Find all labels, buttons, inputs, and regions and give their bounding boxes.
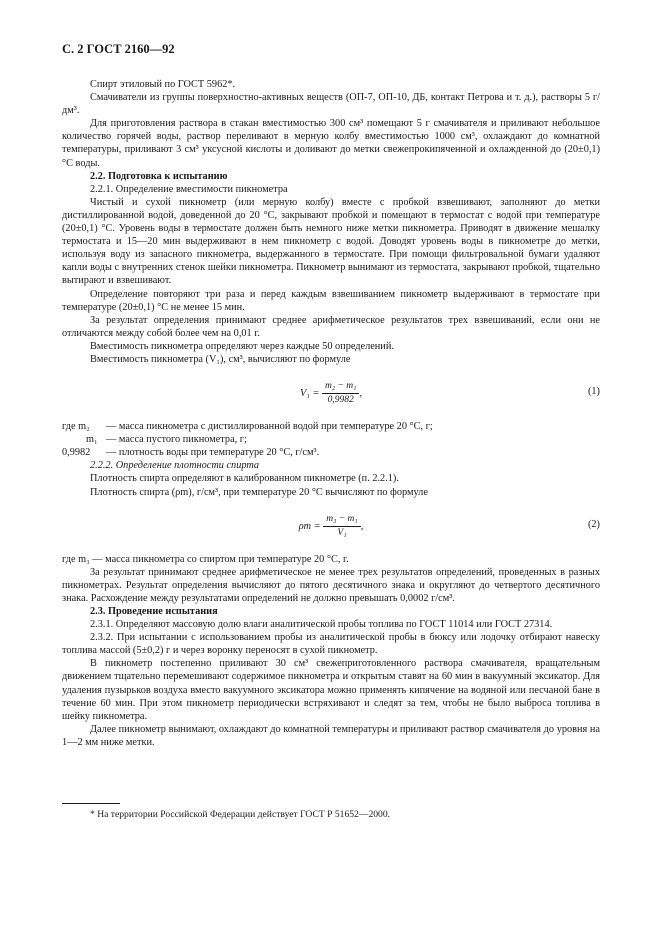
legend-text: — масса пустого пикнометра, г; [106,434,247,446]
section-heading: 2.3. Проведение испытания [90,606,218,617]
subsection-heading: 2.2.1. Определение вместимости пикнометра [90,183,288,195]
footnote: * На территории Российской Федерации действует ГОСТ Р 51652—2000. [90,809,391,820]
formula-1 [62,372,600,414]
formula-number: (2) [587,518,600,530]
paragraph: В пикнометр постепенно приливают 30 см³ свежеприготовленного раствора смачивателя, вращательным движением тщательно перемешивают содержимое пикнометра и открытым ставят на 60 мин в вакуумный эксикатор. Для удаления пузырьков воздуха вместо вакуумного эксикатора можно применять кипячение на водяной или песчаной бане в течение 60 мин. При этом пикнометр периодически встряхивают и следят за тем, чтобы не было выброса топлива в шейку пикнометра. [62,658,600,722]
legend-text: — плотность воды при температуре 20 °С, г/см³. [106,447,320,459]
formula-fraction [323,513,361,540]
document-body [62,78,600,749]
legend-line [62,433,600,446]
formula-lhs: V₁ = [299,388,320,400]
paragraph: 2.3.1. Определяют массовую долю влаги аналитической пробы топлива по ГОСТ 11014 или ГОСТ 27314. [90,619,553,631]
paragraph: Спирт этиловый по ГОСТ 5962*. [90,79,236,90]
formula-2 [62,505,600,547]
legend-line [62,420,600,433]
footnote-divider [62,803,120,804]
subsection-heading [62,459,600,472]
paragraph: За результат принимают среднее арифметическое не менее трех результатов определений, проведенных в разных пикнометрах. Результат определения вычисляют до пятого десятичного знака и округляют до четвертого десятичного знака. Расхождение между результатами определений не должно превышать 0,0002 г/см³. [62,566,600,604]
formula-tail: , [360,520,364,532]
paragraph: Для приготовления раствора в стакан вместимостью 300 см³ помещают 5 г смачивателя и приливают небольшое количество горячей воды, раствор переливают в мерную колбу вместимостью 1000 см³, охлаждают до комнатной температуры, приливают 3 см³ уксусной кислоты и доливают до метки свежепрокипяченной и охлажденной до (20±0,1) °С воды. [62,118,600,169]
paragraph: Определение повторяют три раза и перед каждым взвешиванием пикнометр выдерживают в термостате при температуре (20±0,1) °С не менее 15 мин. [62,288,600,313]
legend-symbol: 0,9982 [62,447,91,459]
paragraph: Чистый и сухой пикнометр (или мерную колбу) вместе с пробкой взвешивают, заполняют до метки дистиллированной водой, доведенной до 20 °С, закрывают пробкой и помещают в термостат с водой при температуре (20±0,1) °С. Уровень воды в термостате должен быть немного ниже метки пикнометра. Приводят в движение мешалку термостата и 15—20 мин выдерживают в нем пикнометр с водой. Доводят уровень воды в пикнометре до метки, используя воду из запасного пикнометра, выдержанного в термостате. При помощи фильтровальной бумаги удаляют капли воды с внутренних стенок шейки пикнометра. Пикнометр вынимают из термостата, закрывают пробкой, тщательно вытирают и взвешивают. [62,196,600,287]
paragraph: Вместимость пикнометра определяют через каждые 50 определений. [90,340,394,352]
paragraph: За результат определения принимают среднее арифметическое результатов трех взвешиваний, если они не отличаются между собой более чем на 0,01 г. [62,314,600,339]
formula-fraction [322,380,363,407]
paragraph: 2.3.2. При испытании с использованием пробы из аналитической пробы в бюксу или лодочку отбирают навеску топлива массой (5±0,2) г и через воронку переносят в сухой пикнометр. [62,632,600,657]
legend-symbol: где m₂ [62,421,90,433]
paragraph: Далее пикнометр вынимают, охлаждают до комнатной температуры и приливают раствор смачивателя до уровня на 1—2 мм ниже метки. [62,723,600,748]
legend-line: где m₃ — масса пикнометра со спиртом при температуре 20 °С, г. [62,553,349,565]
formula-tail: , [359,388,363,400]
formula-number: (1) [587,386,600,398]
paragraph: Плотность спирта определяют в калиброванном пикнометре (п. 2.2.1). [90,473,399,485]
formula-denominator: V₁ [337,527,347,538]
legend-text: — масса пикнометра с дистиллированной водой при температуре 20 °С, г; [106,421,433,433]
paragraph: Вместимость пикнометра (V₁), см³, вычисляют по формуле [90,353,351,365]
formula-denominator: 0,9982 [327,395,354,406]
page-header: С. 2 ГОСТ 2160—92 [62,42,175,56]
formula-numerator: m₃ − m₁ [323,513,361,527]
formula-lhs: ρm = [298,520,321,532]
legend-symbol: m₁ [86,434,98,446]
subsection-title: 2.2.2. Определение плотности спирта [90,460,260,472]
paragraph: Плотность спирта (ρm), г/см³, при температуре 20 °С вычисляют по формуле [90,486,428,498]
paragraph: Смачиватели из группы поверхностно-активных веществ (ОП-7, ОП-10, ДБ, контакт Петрова и т. д.), растворы 5 г/дм³. [62,92,600,117]
formula-numerator: m₂ − m₁ [322,380,360,394]
section-heading: 2.2. Подготовка к испытанию [90,170,228,182]
legend-line [62,446,600,459]
